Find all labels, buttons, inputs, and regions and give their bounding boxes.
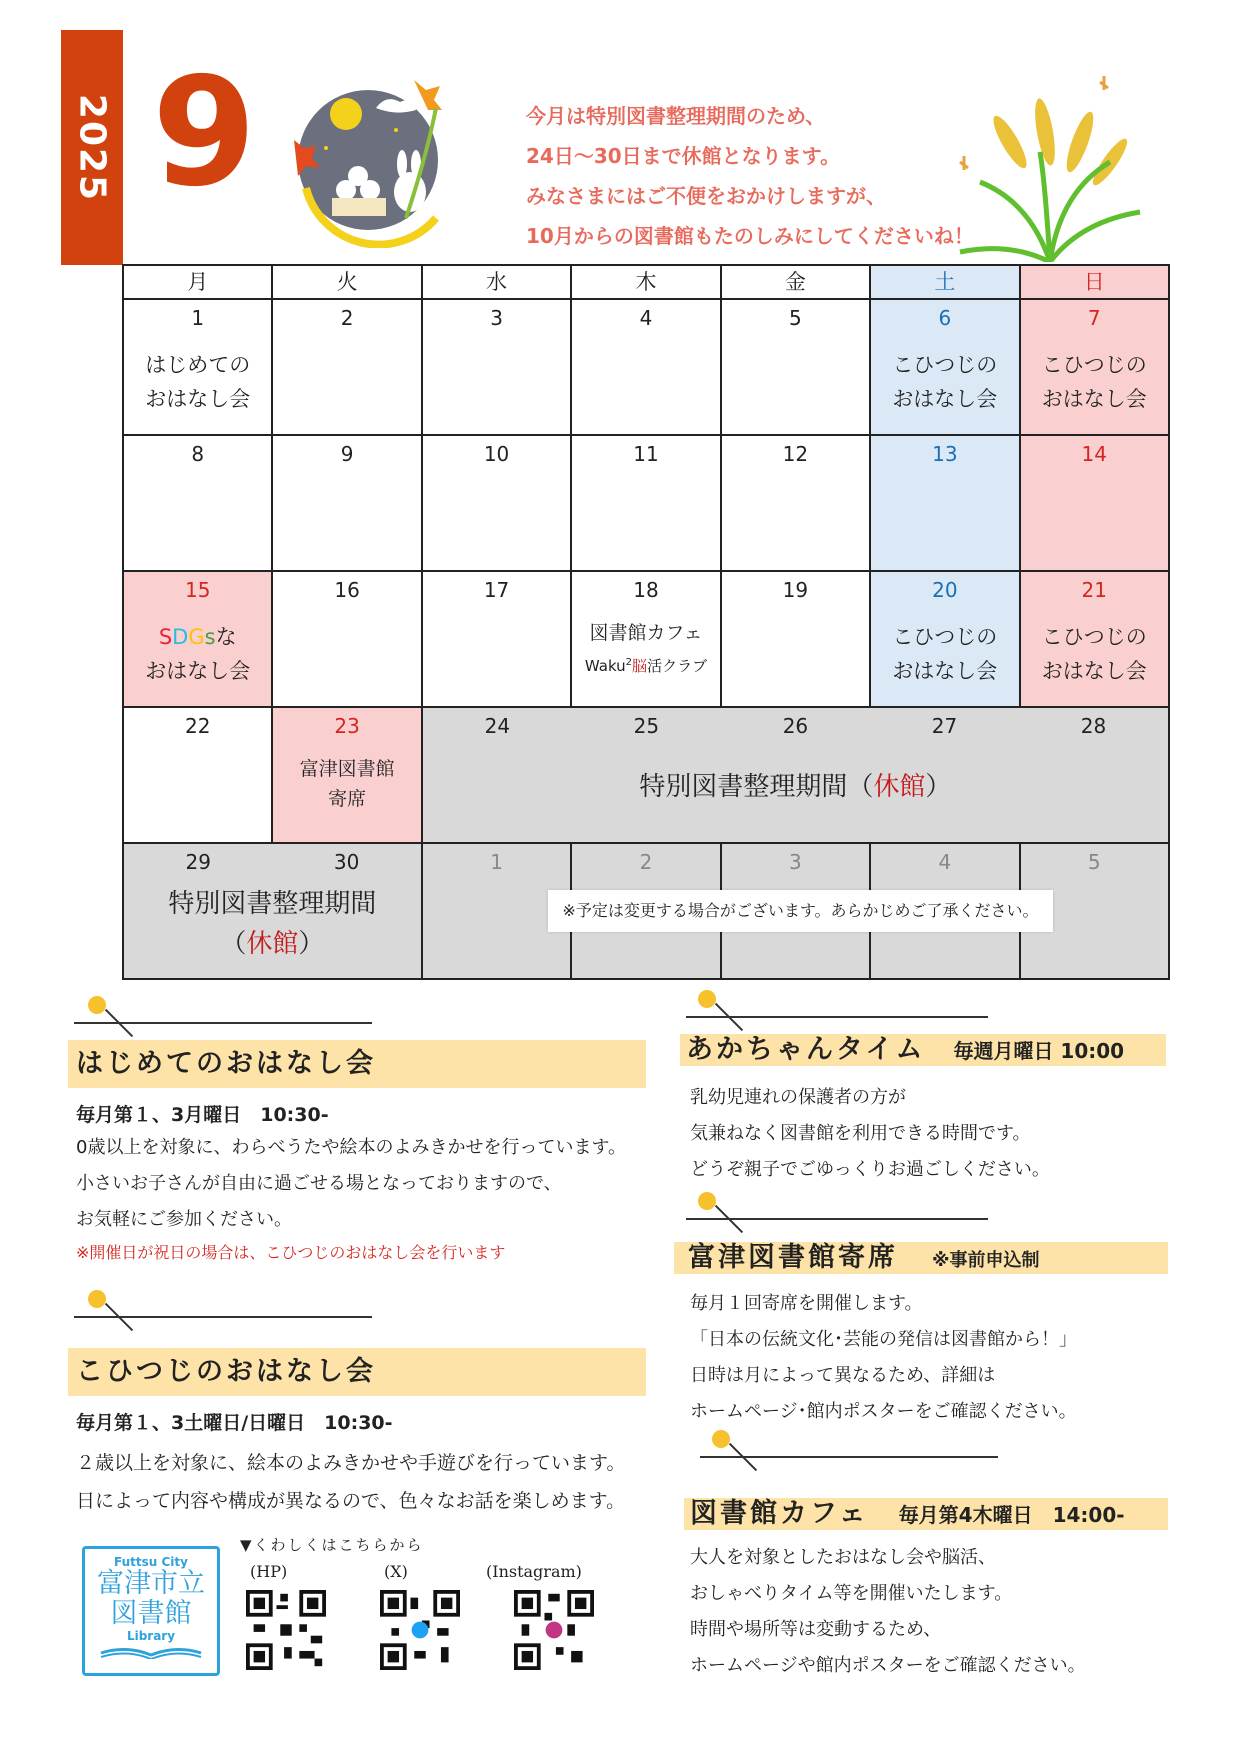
holiday-note: ※開催日が祝日の場合は、こひつじのおはなし会を行います (76, 1243, 506, 1262)
day-number: 29 (185, 850, 211, 874)
day-number: 30 (333, 850, 360, 874)
weekday-fri: 金 (721, 265, 870, 299)
event-line: 富津図書館 (299, 758, 395, 780)
closure-text: ） (925, 772, 952, 802)
event-text: Waku (584, 657, 626, 675)
day-cell (422, 435, 571, 571)
event-line: こひつじの (1041, 353, 1147, 377)
day-cell (272, 299, 421, 435)
body-line: 大人を対象としたおはなし会や脳活、 (690, 1547, 996, 1568)
closure-text: ） (298, 929, 325, 959)
body-line: 乳幼児連れの保護者の方が (690, 1087, 906, 1108)
event-line (572, 648, 719, 681)
section-title-text: あかちゃんタイム (686, 1034, 926, 1065)
day-number: 21 (1081, 578, 1107, 602)
day-cell (571, 435, 720, 571)
day-cell (123, 571, 272, 707)
section-title-hajimete: はじめてのおはなし会 (68, 1040, 646, 1088)
links-heading: ▼くわしくはこちらから (240, 1536, 424, 1554)
qr-label-instagram: (Instagram) (486, 1562, 582, 1581)
day-cell (721, 571, 870, 707)
closure-label (124, 884, 421, 964)
day-number: 4 (639, 306, 653, 330)
day-cell (1020, 299, 1169, 435)
body-line: 「日本の伝統文化･芸能の発信は図書館から！」 (690, 1329, 1077, 1350)
day-number: 27 (931, 714, 958, 738)
notice-line: 今月は特別図書整理期間のため、 (526, 104, 826, 128)
closure-text: 休館 (873, 772, 926, 802)
closure-text: 休館 (246, 929, 299, 959)
closure-notice (526, 96, 974, 256)
body-line: 0歳以上を対象に、わらべうたや絵本のよみきかせを行っています。 (76, 1137, 627, 1158)
library-logo (82, 1546, 220, 1676)
day-cell (272, 571, 421, 707)
book-icon (96, 1643, 206, 1659)
day-number: 15 (184, 578, 211, 602)
day-cell (571, 299, 720, 435)
section-title-kohitsuji: こひつじのおはなし会 (68, 1348, 646, 1396)
body-line: 日時は月によって異なるため、詳細は (690, 1365, 996, 1386)
day-cell (870, 299, 1019, 435)
section-schedule-kohitsuji: 毎月第１、3土曜日/日曜日 10:30- (76, 1412, 393, 1434)
closure-text: 特別図書整理期間（ (639, 772, 874, 802)
body-line: おしゃべりタイム等を開催いたします。 (690, 1583, 1013, 1604)
section-body-kohitsuji (76, 1444, 625, 1520)
event-line: おはなし会 (1041, 659, 1147, 683)
day-number: 1 (191, 306, 205, 330)
closure-text (124, 924, 421, 964)
event-label (871, 620, 1018, 688)
sdgs-letter: S (158, 625, 173, 649)
section-title-cafe (684, 1498, 1168, 1530)
event-label (1021, 348, 1168, 416)
day-number: 12 (782, 442, 809, 466)
logo-text: Library (126, 1629, 176, 1643)
day-number: 5 (789, 306, 802, 330)
day-number: 26 (782, 714, 809, 738)
notice-line: 10月からの図書館もたのしみにしてくださいね！ (526, 224, 974, 248)
day-number: 10 (483, 442, 510, 466)
event-label (273, 754, 420, 814)
qr-code-x-icon[interactable] (380, 1590, 460, 1670)
closure-text: 特別図書整理期間 (168, 889, 377, 919)
closure-day-numbers (124, 844, 421, 884)
day-number: 2 (340, 306, 354, 330)
body-line: ホームページ･館内ポスターをご確認ください。 (690, 1401, 1077, 1422)
section-schedule-yose: ※事前申込制 (932, 1250, 1040, 1271)
day-cell (422, 299, 571, 435)
day-cell (721, 435, 870, 571)
weekday-sun: 日 (1020, 265, 1169, 299)
qr-label-x: (X) (384, 1562, 408, 1581)
body-line: ２歳以上を対象に、絵本のよみきかせや手遊びを行っています。 (76, 1452, 626, 1474)
section-title-text: 富津図書館寄席 (688, 1242, 898, 1273)
event-line: おはなし会 (892, 659, 998, 683)
qr-code-instagram-icon[interactable] (514, 1590, 594, 1670)
day-number: 6 (938, 306, 952, 330)
section-title-akachan (680, 1034, 1166, 1066)
event-line: おはなし会 (145, 659, 251, 683)
section-title-text: 図書館カフェ (690, 1498, 869, 1529)
decor-dot-icon (88, 996, 106, 1014)
day-number: 13 (932, 442, 958, 466)
body-line: どうぞ親子でごゆっくりお過ごしください。 (690, 1159, 1050, 1180)
day-cell (272, 707, 421, 843)
event-line: 寄席 (328, 788, 367, 810)
day-number: 23 (334, 714, 360, 738)
body-line: ホームページや館内ポスターをご確認ください。 (690, 1655, 1086, 1676)
day-cell (1020, 571, 1169, 707)
sdgs-letter: D (172, 625, 189, 649)
event-line: こひつじの (1041, 625, 1147, 649)
event-line: こひつじの (892, 625, 998, 649)
section-schedule-hajimete: 毎月第１、3月曜日 10:30- (76, 1104, 329, 1126)
day-number: 18 (633, 578, 659, 602)
weekday-wed: 水 (422, 265, 571, 299)
day-number: 2 (639, 850, 653, 874)
event-line: こひつじの (892, 353, 998, 377)
day-number: 16 (334, 578, 360, 602)
closure-day-numbers (423, 708, 1168, 748)
qr-label-hp: (HP) (250, 1562, 288, 1581)
body-line: 時間や場所等は変動するため、 (690, 1619, 942, 1640)
day-cell (123, 707, 272, 843)
event-label (572, 618, 719, 681)
notice-line: みなさまにはご不便をおかけしますが、 (526, 184, 886, 208)
closure-label (423, 766, 1168, 803)
day-number: 9 (340, 442, 354, 466)
day-cell (721, 299, 870, 435)
qr-code-hp-icon[interactable] (246, 1590, 326, 1670)
pampas-grass-illustration (950, 72, 1150, 262)
event-text: な (215, 625, 237, 649)
day-cell (123, 299, 272, 435)
section-body-hajimete (76, 1130, 626, 1268)
schedule-change-note: ※予定は変更する場合がございます。あらかじめご了承ください。 (548, 890, 1053, 932)
event-label (871, 348, 1018, 416)
event-text: 脳 (632, 657, 648, 675)
sdgs-letter: G (188, 625, 205, 649)
weekday-tue: 火 (272, 265, 421, 299)
decor-dot-icon (712, 1430, 730, 1448)
body-line: 日によって内容や構成が異なるので、色々なお話を楽しめます。 (76, 1490, 626, 1512)
moon-viewing-illustration (286, 68, 466, 248)
weekday-thu: 木 (571, 265, 720, 299)
logo-text: 富津市立 (97, 1568, 205, 1599)
day-number: 24 (484, 714, 511, 738)
day-number: 14 (1081, 442, 1107, 466)
section-schedule-akachan: 毎週月曜日 10:00 (953, 1039, 1125, 1063)
day-number: 25 (633, 714, 660, 738)
day-cell (272, 435, 421, 571)
closure-period-cell (422, 707, 1169, 843)
event-label (124, 620, 271, 688)
event-line (124, 620, 271, 654)
day-number: 19 (782, 578, 809, 602)
day-number: 1 (490, 850, 503, 874)
closure-period-cell (123, 843, 422, 979)
body-line: お気軽にご参加ください。 (76, 1209, 292, 1230)
body-line: 気兼ねなく図書館を利用できる時間です。 (690, 1123, 1031, 1144)
event-line: おはなし会 (145, 387, 251, 411)
day-cell (422, 571, 571, 707)
day-number: 3 (490, 306, 503, 330)
logo-text: 図書館 (110, 1598, 192, 1629)
event-line: おはなし会 (1041, 387, 1147, 411)
closure-text: （ (220, 929, 247, 959)
day-number: 3 (789, 850, 802, 874)
day-number: 7 (1087, 306, 1101, 330)
day-number: 8 (191, 442, 205, 466)
body-line: 毎月１回寄席を開催します。 (690, 1293, 923, 1314)
event-label (1021, 620, 1168, 688)
day-number: 28 (1080, 714, 1107, 738)
day-cell (123, 435, 272, 571)
logo-text: Futtsu City (114, 1555, 188, 1569)
section-schedule-cafe: 毎月第4木曜日 14:00- (898, 1503, 1125, 1527)
weekday-sat: 土 (870, 265, 1019, 299)
day-cell (1020, 435, 1169, 571)
day-number: 5 (1087, 850, 1101, 874)
weekday-mon: 月 (123, 265, 272, 299)
day-number: 20 (932, 578, 958, 602)
day-cell (870, 571, 1019, 707)
event-text: 2 (625, 657, 633, 668)
day-number: 4 (938, 850, 952, 874)
event-label (124, 348, 271, 416)
notice-line: 24日～30日まで休館となります。 (526, 144, 841, 168)
section-title-yose (674, 1242, 1168, 1274)
day-number: 17 (483, 578, 510, 602)
section-body-akachan (690, 1080, 1050, 1188)
event-line: はじめての (145, 353, 251, 377)
decor-dot-icon (698, 1192, 716, 1210)
section-body-yose (690, 1286, 1077, 1430)
month-number: 9 (152, 46, 257, 220)
event-text: 活クラブ (647, 657, 708, 675)
day-number: 11 (633, 442, 659, 466)
day-cell (571, 571, 720, 707)
decor-dot-icon (698, 990, 716, 1008)
calendar-table (122, 264, 1170, 980)
body-line: 小さいお子さんが自由に過ごせる場となっておりますので、 (76, 1173, 562, 1194)
section-body-cafe (690, 1540, 1086, 1684)
event-line: 図書館カフェ (589, 622, 703, 644)
day-number: 22 (184, 714, 211, 738)
decor-dot-icon (88, 1290, 106, 1308)
event-line: おはなし会 (892, 387, 998, 411)
day-cell (870, 435, 1019, 571)
sdgs-letter: s (204, 625, 216, 649)
year-label: 2025 (71, 93, 113, 203)
